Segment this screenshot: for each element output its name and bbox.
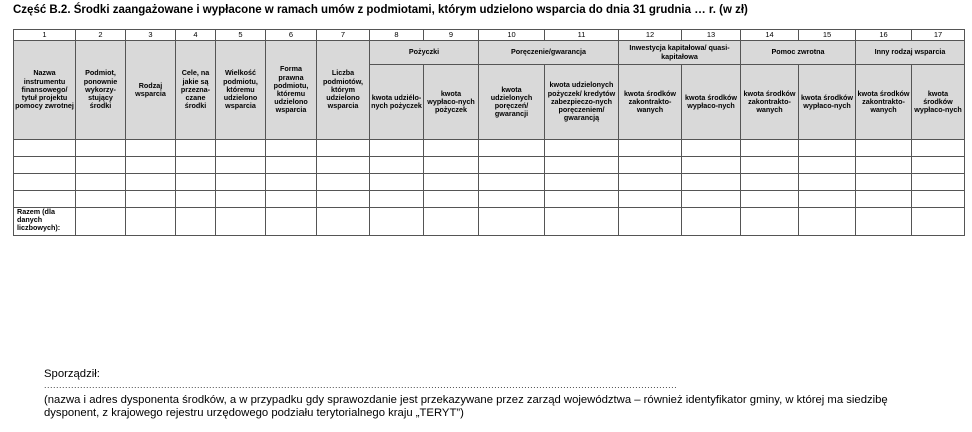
- table-cell[interactable]: [799, 157, 856, 174]
- table-cell[interactable]: [545, 208, 619, 236]
- header-support-type: Rodzaj wsparcia: [126, 41, 176, 140]
- table-cell[interactable]: [317, 191, 370, 208]
- table-cell[interactable]: [424, 191, 479, 208]
- subheader: kwota środków zakontrakto-wanych: [619, 65, 682, 140]
- table-cell[interactable]: [14, 174, 76, 191]
- subheader: kwota środków wypłaco-nych: [912, 65, 965, 140]
- prepared-by-label: Sporządził:: [44, 368, 100, 380]
- subheader: kwota środków wypłaco-nych: [799, 65, 856, 140]
- table-cell[interactable]: [216, 191, 266, 208]
- column-number-row: [14, 30, 965, 41]
- table-cell[interactable]: [424, 174, 479, 191]
- table-cell[interactable]: [856, 140, 912, 157]
- table-cell[interactable]: [619, 191, 682, 208]
- table-cell[interactable]: [370, 140, 424, 157]
- table-cell[interactable]: [76, 208, 126, 236]
- column-number: 4: [176, 30, 216, 41]
- table-cell[interactable]: [912, 208, 965, 236]
- header-legal-form: Forma prawna podmiotu, któremu udzielono wsparcia: [266, 41, 317, 140]
- column-number: 8: [370, 30, 424, 41]
- table-row: [14, 140, 965, 157]
- column-number: 10: [479, 30, 545, 41]
- footer-note-line-1: (nazwa i adres dysponenta środków, a w przypadku gdy sprawozdanie jest przekazywane przez zarząd województwa – również identyfikator gminy, w której ma siedzibę: [44, 394, 888, 406]
- header-entity-count: Liczba podmiotów, którym udzielono wsparcia: [317, 41, 370, 140]
- table-cell[interactable]: [682, 157, 741, 174]
- table-cell[interactable]: [176, 208, 216, 236]
- table-cell[interactable]: [370, 208, 424, 236]
- group-header-equity: Inwestycja kapitałowa/ quasi-kapitałowa: [619, 41, 741, 65]
- table-cell[interactable]: [479, 191, 545, 208]
- subheader: kwota środków zakontrakto-wanych: [856, 65, 912, 140]
- table-cell[interactable]: [14, 157, 76, 174]
- header-entity-size: Wielkość podmiotu, któremu udzielono wsparcia: [216, 41, 266, 140]
- column-number: 16: [856, 30, 912, 41]
- table-cell[interactable]: [799, 208, 856, 236]
- table-cell[interactable]: [370, 157, 424, 174]
- table-cell[interactable]: [266, 174, 317, 191]
- table-cell[interactable]: [266, 157, 317, 174]
- table-cell[interactable]: [76, 140, 126, 157]
- table-cell[interactable]: [370, 191, 424, 208]
- header-reusing-entity: Podmiot, ponownie wykorzy-stujący środki: [76, 41, 126, 140]
- section-title: Część B.2. Środki zaangażowane i wypłacone w ramach umów z podmiotami, którym udzielono wsparcia do dnia 31 grudnia … r. (w zł): [13, 4, 748, 16]
- subheader: kwota udzielonych pożyczek/ kredytów zabezpieczo-nych poręczeniem/ gwarancją: [545, 65, 619, 140]
- group-header-guarantees: Poręczenie/gwarancja: [479, 41, 619, 65]
- subheader: kwota środków zakontrakto-wanych: [741, 65, 799, 140]
- table-cell[interactable]: [912, 140, 965, 157]
- table-cell[interactable]: [216, 174, 266, 191]
- table-row: [14, 157, 965, 174]
- table-cell[interactable]: [619, 208, 682, 236]
- funds-table: [13, 29, 965, 236]
- table-cell[interactable]: [76, 157, 126, 174]
- table-cell[interactable]: [317, 157, 370, 174]
- table-cell[interactable]: [176, 157, 216, 174]
- column-number: 6: [266, 30, 317, 41]
- table-cell[interactable]: [479, 174, 545, 191]
- table-cell[interactable]: [176, 174, 216, 191]
- column-number: 1: [14, 30, 76, 41]
- column-number: 9: [424, 30, 479, 41]
- table-cell[interactable]: [126, 191, 176, 208]
- table-cell[interactable]: [216, 140, 266, 157]
- table-cell[interactable]: [741, 140, 799, 157]
- table-cell[interactable]: [545, 157, 619, 174]
- table-cell[interactable]: [545, 140, 619, 157]
- table-cell[interactable]: [126, 208, 176, 236]
- table-cell[interactable]: [176, 140, 216, 157]
- header-purpose: Cele, na jakie są przezna-czane środki: [176, 41, 216, 140]
- table-cell[interactable]: [176, 191, 216, 208]
- header-row-groups: [14, 41, 965, 65]
- table-cell[interactable]: [126, 140, 176, 157]
- signature-dotted-line[interactable]: ...................................................................................................................................................................................................................: [44, 380, 678, 390]
- table-cell[interactable]: [741, 208, 799, 236]
- subheader: kwota środków wypłaco-nych: [682, 65, 741, 140]
- column-number: 12: [619, 30, 682, 41]
- table-cell[interactable]: [799, 140, 856, 157]
- table-cell[interactable]: [317, 174, 370, 191]
- column-number: 3: [126, 30, 176, 41]
- table-cell[interactable]: [619, 157, 682, 174]
- table-cell[interactable]: [14, 140, 76, 157]
- table-cell[interactable]: [76, 191, 126, 208]
- table-cell[interactable]: [76, 174, 126, 191]
- column-number: 13: [682, 30, 741, 41]
- table-cell[interactable]: [682, 208, 741, 236]
- table-cell[interactable]: [424, 157, 479, 174]
- table-cell[interactable]: [317, 208, 370, 236]
- table-cell[interactable]: [317, 140, 370, 157]
- table-cell[interactable]: [682, 140, 741, 157]
- table-row: [14, 174, 965, 191]
- table-cell[interactable]: [799, 174, 856, 191]
- table-cell[interactable]: [856, 208, 912, 236]
- table-cell[interactable]: [545, 174, 619, 191]
- table-cell[interactable]: [856, 157, 912, 174]
- header-instrument-name: Nazwa instrumentu finansowego/ tytuł projektu pomocy zwrotnej: [14, 41, 76, 140]
- group-header-loans: Pożyczki: [370, 41, 479, 65]
- table-cell[interactable]: [479, 140, 545, 157]
- subheader: kwota wypłaco-nych pożyczek: [424, 65, 479, 140]
- table-cell[interactable]: [856, 191, 912, 208]
- table-cell[interactable]: [619, 174, 682, 191]
- table-cell[interactable]: [741, 157, 799, 174]
- table-cell[interactable]: [216, 157, 266, 174]
- table-cell[interactable]: [545, 191, 619, 208]
- column-number: 17: [912, 30, 965, 41]
- table-cell[interactable]: [266, 208, 317, 236]
- table-cell[interactable]: [424, 140, 479, 157]
- table-cell[interactable]: [682, 191, 741, 208]
- table-cell[interactable]: [799, 191, 856, 208]
- group-header-other-support: Inny rodzaj wsparcia: [856, 41, 965, 65]
- column-number: 11: [545, 30, 619, 41]
- total-row: [14, 208, 965, 236]
- table-cell[interactable]: [424, 208, 479, 236]
- total-label: Razem (dla danych liczbowych):: [14, 208, 76, 236]
- table-cell[interactable]: [682, 174, 741, 191]
- group-header-repayable-aid: Pomoc zwrotna: [741, 41, 856, 65]
- table-cell[interactable]: [856, 174, 912, 191]
- column-number: 14: [741, 30, 799, 41]
- table-row: [14, 191, 965, 208]
- footer-note-line-2: dysponent, z krajowego rejestru urzędowego podziału terytorialnego kraju „TERYT”): [44, 407, 464, 419]
- column-number: 5: [216, 30, 266, 41]
- subheader: kwota udzielonych poręczeń/ gwarancji: [479, 65, 545, 140]
- table-cell[interactable]: [266, 140, 317, 157]
- table-cell[interactable]: [216, 208, 266, 236]
- column-number: 2: [76, 30, 126, 41]
- column-number: 15: [799, 30, 856, 41]
- table-cell[interactable]: [126, 157, 176, 174]
- table-cell[interactable]: [912, 191, 965, 208]
- subheader: kwota udziélo-nych pożyczek: [370, 65, 424, 140]
- table-cell[interactable]: [619, 140, 682, 157]
- table-cell[interactable]: [266, 191, 317, 208]
- table-cell[interactable]: [479, 157, 545, 174]
- table-cell[interactable]: [912, 157, 965, 174]
- table-cell[interactable]: [126, 174, 176, 191]
- table-cell[interactable]: [912, 174, 965, 191]
- table-cell[interactable]: [741, 191, 799, 208]
- table-cell[interactable]: [741, 174, 799, 191]
- table-cell[interactable]: [370, 174, 424, 191]
- column-number: 7: [317, 30, 370, 41]
- table-cell[interactable]: [479, 208, 545, 236]
- table-cell[interactable]: [14, 191, 76, 208]
